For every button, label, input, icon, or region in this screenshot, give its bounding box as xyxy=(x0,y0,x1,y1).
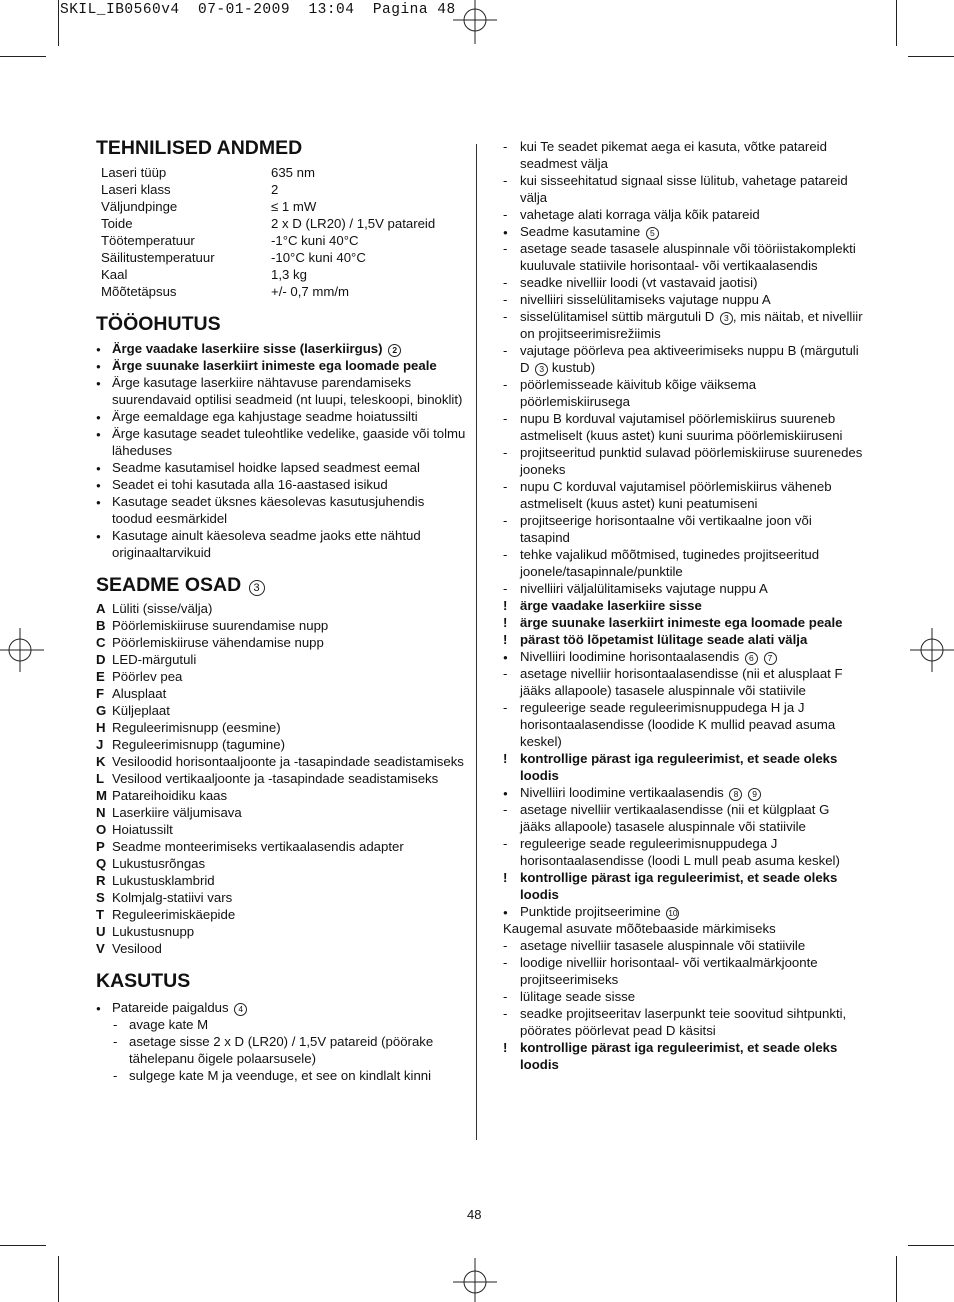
part-text: Reguleerimisnupp (tagumine) xyxy=(112,737,285,752)
item-text: reguleerige seade reguleerimisnuppudega H ja J horisontaalasendisse (loodide K mullid peavad asuma keskel) xyxy=(520,700,836,749)
bullet-item xyxy=(96,999,468,1016)
dash-item xyxy=(503,580,863,597)
part-item xyxy=(96,668,468,685)
dash-item xyxy=(503,376,863,410)
part-item xyxy=(96,906,468,923)
dash-marker: - xyxy=(503,836,508,851)
figure-ref: 4 xyxy=(234,1003,247,1016)
figure-ref: 3 xyxy=(535,363,548,376)
spec-row xyxy=(96,283,468,300)
item-text-after: , mis näitab, et nivelliir on projitseerimisrežiimis xyxy=(520,309,863,341)
item-text: reguleerige seade reguleerimisnuppudega J horisontaalasendisse (loodi L mull peab asuma keskel) xyxy=(520,836,840,868)
dash-marker: - xyxy=(503,445,508,460)
spec-value: -1°C kuni 40°C xyxy=(271,233,359,248)
crop-mark xyxy=(58,1256,59,1302)
part-text: Kolmjalg-statiivi vars xyxy=(112,890,233,905)
crop-mark xyxy=(896,0,897,46)
part-text: Lukustusklambrid xyxy=(112,873,215,888)
spec-row xyxy=(96,198,468,215)
bullet-item xyxy=(503,648,863,665)
dash-marker: - xyxy=(503,173,508,188)
item-text: asetage nivelliir vertikaalasendisse (nii et külgplaat G jääks allapoole) tasasele aluspinnale või statiivile xyxy=(520,802,830,834)
safety-text: Ärge eemaldage ega kahjustage seadme hoiatussilti xyxy=(112,409,418,424)
usage-list-right xyxy=(503,138,863,1073)
dash-item xyxy=(96,1067,468,1084)
item-text: asetage seade tasasele aluspinnale või tööriistakomplekti kuuluvale statiivile horisontaal- või vertikaalasendis xyxy=(520,241,856,273)
item-text: kontrollige pärast iga reguleerimist, et seade oleks loodis xyxy=(520,1040,838,1072)
part-text: Reguleerimisnupp (eesmine) xyxy=(112,720,281,735)
part-item xyxy=(96,685,468,702)
dash-item xyxy=(503,410,863,444)
part-letter: J xyxy=(96,737,104,752)
item-text: pärast töö lõpetamist lülitage seade alati välja xyxy=(520,632,808,647)
part-text: Pöörlemiskiiruse suurendamise nupp xyxy=(112,618,329,633)
part-letter: V xyxy=(96,941,105,956)
figure-ref: 3 xyxy=(249,580,265,596)
dash-item xyxy=(503,291,863,308)
spec-label: Töötemperatuur xyxy=(101,233,195,248)
safety-text: Ärge kasutage laserkiire nähtavuse parendamiseks suurendavaid optilisi seadmeid (nt luupi, teleskoopi, binoklit) xyxy=(112,375,463,407)
dash-item xyxy=(96,1016,468,1033)
item-text: nupu C korduval vajutamisel pöörlemiskiirus väheneb astmeliselt (kuus astet) kuni peatumiseni xyxy=(520,479,832,511)
part-letter: Q xyxy=(96,856,107,871)
part-item xyxy=(96,821,468,838)
item-text: Patareide paigaldus xyxy=(112,1000,229,1015)
spec-row xyxy=(96,215,468,232)
part-text: Hoiatussilt xyxy=(112,822,173,837)
print-header: SKIL_IB0560v4 07-01-2009 13:04 Pagina 48 xyxy=(60,2,456,18)
spec-row xyxy=(96,232,468,249)
spec-row xyxy=(96,266,468,283)
item-text: Punktide projitseerimine xyxy=(520,904,661,919)
part-letter: F xyxy=(96,686,105,701)
part-item xyxy=(96,600,468,617)
dash-item xyxy=(503,801,863,835)
item-text-after: kustub) xyxy=(548,360,596,375)
spec-label: Kaal xyxy=(101,267,128,282)
part-text: Pöörlemiskiiruse vähendamise nupp xyxy=(112,635,324,650)
part-text: Lukustusnupp xyxy=(112,924,195,939)
dash-item xyxy=(503,240,863,274)
dash-item xyxy=(503,1005,863,1039)
crop-mark xyxy=(58,0,59,46)
dash-marker: - xyxy=(113,1034,118,1049)
spec-row xyxy=(96,249,468,266)
part-letter: D xyxy=(96,652,106,667)
part-text: Reguleerimiskäepide xyxy=(112,907,236,922)
part-letter: A xyxy=(96,601,106,616)
dash-item xyxy=(503,665,863,699)
figure-ref: 5 xyxy=(646,227,659,240)
warning-item xyxy=(503,631,863,648)
dash-marker: - xyxy=(503,479,508,494)
part-text: Vesilood vertikaaljoonte ja -tasapindade seadistamiseks xyxy=(112,771,439,786)
item-text: Nivelliiri loodimine horisontaalasendis xyxy=(520,649,740,664)
figure-ref: 7 xyxy=(764,652,777,665)
safety-text: Kasutage seadet üksnes käesolevas kasutusjuhendis toodud eesmärkidel xyxy=(112,494,425,526)
safety-text: Seadet ei tohi kasutada alla 16-aastased isikud xyxy=(112,477,388,492)
dash-item xyxy=(96,1033,468,1067)
dash-marker: - xyxy=(503,241,508,256)
item-text: projitseeritud punktid sulavad pöörlemiskiiruse suurenedes jooneks xyxy=(520,445,863,477)
item-text: sisselülitamisel süttib märgutuli D xyxy=(520,309,715,324)
dash-item xyxy=(503,699,863,750)
dash-item xyxy=(503,274,863,291)
part-letter: O xyxy=(96,822,107,837)
registration-mark-icon xyxy=(453,1258,497,1302)
spec-label: Säilitustemperatuur xyxy=(101,250,215,265)
safety-item xyxy=(96,493,468,527)
part-item xyxy=(96,923,468,940)
dash-marker: - xyxy=(503,547,508,562)
part-letter: H xyxy=(96,720,106,735)
item-text: avage kate M xyxy=(129,1017,209,1032)
warning-item xyxy=(503,750,863,784)
dash-item xyxy=(503,512,863,546)
item-text: kontrollige pärast iga reguleerimist, et seade oleks loodis xyxy=(520,870,838,902)
left-column xyxy=(96,136,468,1084)
item-text: sulgege kate M ja veenduge, et see on kindlalt kinni xyxy=(129,1068,432,1083)
dash-marker: - xyxy=(503,989,508,1004)
spec-value: 2 x D (LR20) / 1,5V patareid xyxy=(271,216,436,231)
item-text: asetage nivelliir horisontaalasendisse (nii et alusplaat F jääks allapoole) tasasele aluspinnale või statiivile xyxy=(520,666,843,698)
part-item xyxy=(96,736,468,753)
part-item xyxy=(96,634,468,651)
spec-value: 635 nm xyxy=(271,165,315,180)
dash-marker: - xyxy=(503,309,508,324)
exclamation-marker: ! xyxy=(503,751,508,766)
spec-value: ≤ 1 mW xyxy=(271,199,317,214)
usage-list-left xyxy=(96,999,468,1084)
part-item xyxy=(96,940,468,957)
dash-marker: - xyxy=(503,700,508,715)
safety-item xyxy=(96,408,468,425)
dash-item xyxy=(503,937,863,954)
part-item xyxy=(96,838,468,855)
parts-title: SEADME OSAD 3 xyxy=(96,573,468,597)
crop-mark xyxy=(908,1245,954,1246)
safety-item xyxy=(96,340,468,357)
part-text: Vesilood xyxy=(112,941,162,956)
dash-marker: - xyxy=(503,802,508,817)
part-letter: R xyxy=(96,873,106,888)
part-text: Lüliti (sisse/välja) xyxy=(112,601,213,616)
dash-marker: - xyxy=(503,139,508,154)
crop-mark xyxy=(0,1245,46,1246)
registration-mark-icon xyxy=(453,0,497,44)
exclamation-marker: ! xyxy=(503,632,508,647)
spec-value: 1,3 kg xyxy=(271,267,307,282)
part-text: Lukustusrõngas xyxy=(112,856,206,871)
spec-row xyxy=(96,164,468,181)
exclamation-marker: ! xyxy=(503,615,508,630)
part-item xyxy=(96,770,468,787)
item-text: seadke projitseeritav laserpunkt teie soovitud sihtpunkti, pöörates pöörlevat pead D käsitsi xyxy=(520,1006,847,1038)
part-letter: C xyxy=(96,635,106,650)
dash-item xyxy=(503,172,863,206)
safety-text: Ärge suunake laserkiirt inimeste ega loomade peale xyxy=(112,358,437,373)
warning-item xyxy=(503,597,863,614)
safety-item xyxy=(96,425,468,459)
bullet-item xyxy=(503,223,863,240)
dash-item xyxy=(503,546,863,580)
part-letter: P xyxy=(96,839,105,854)
item-text: kui Te seadet pikemat aega ei kasuta, võtke patareid seadmest välja xyxy=(520,139,827,171)
safety-title: TÖÖOHUTUS xyxy=(96,313,221,335)
dash-item xyxy=(503,444,863,478)
safety-text: Seadme kasutamisel hoidke lapsed seadmest eemal xyxy=(112,460,420,475)
dash-marker: - xyxy=(503,275,508,290)
part-letter: E xyxy=(96,669,105,684)
spec-label: Laseri tüüp xyxy=(101,165,167,180)
part-text: Pöörlev pea xyxy=(112,669,183,684)
spec-label: Väljundpinge xyxy=(101,199,178,214)
figure-ref: 2 xyxy=(388,344,401,357)
crop-mark xyxy=(908,56,954,57)
dash-marker: - xyxy=(503,1006,508,1021)
item-text: kontrollige pärast iga reguleerimist, et seade oleks loodis xyxy=(520,751,838,783)
dash-item xyxy=(503,206,863,223)
item-text: asetage sisse 2 x D (LR20) / 1,5V patareid (pöörake tähelepanu õigele polaarsusele) xyxy=(129,1034,434,1066)
dash-marker: - xyxy=(503,377,508,392)
bullet-item xyxy=(503,903,863,920)
part-text: Alusplaat xyxy=(112,686,167,701)
usage-title: KASUTUS xyxy=(96,970,191,992)
part-item xyxy=(96,753,468,770)
spec-label: Toide xyxy=(101,216,133,231)
dash-item xyxy=(503,308,863,342)
warning-item xyxy=(503,1039,863,1073)
dash-marker: - xyxy=(113,1017,118,1032)
part-letter: G xyxy=(96,703,107,718)
item-text: ärge suunake laserkiirt inimeste ega loomade peale xyxy=(520,615,843,630)
dash-marker: - xyxy=(503,955,508,970)
item-text: vahetage alati korraga välja kõik patareid xyxy=(520,207,760,222)
item-text: projitseerige horisontaalne või vertikaalne joon või tasapind xyxy=(520,513,812,545)
registration-mark-icon xyxy=(910,628,954,672)
dash-marker: - xyxy=(503,292,508,307)
item-text: asetage nivelliir tasasele aluspinnale või statiivile xyxy=(520,938,806,953)
figure-ref: 9 xyxy=(748,788,761,801)
dash-item xyxy=(503,478,863,512)
part-letter: N xyxy=(96,805,106,820)
safety-text: Ärge vaadake laserkiire sisse (laserkiirgus) xyxy=(112,341,383,356)
part-text: Vesiloodid horisontaaljoonte ja -tasapindade seadistamiseks xyxy=(112,754,464,769)
safety-item xyxy=(96,357,468,374)
part-item xyxy=(96,889,468,906)
item-text: kui sisseehitatud signaal sisse lülitub, vahetage patareid välja xyxy=(520,173,848,205)
exclamation-marker: ! xyxy=(503,598,508,613)
item-text: nivelliiri väljalülitamiseks vajutage nuppu A xyxy=(520,581,768,596)
part-letter: M xyxy=(96,788,107,803)
bullet-item xyxy=(503,784,863,801)
part-text: Patareihoidiku kaas xyxy=(112,788,228,803)
spec-value: -10°C kuni 40°C xyxy=(271,250,366,265)
safety-item xyxy=(96,374,468,408)
dash-marker: - xyxy=(503,411,508,426)
item-text: Seadme kasutamine xyxy=(520,224,641,239)
item-text: ärge vaadake laserkiire sisse xyxy=(520,598,702,613)
part-text: Küljeplaat xyxy=(112,703,170,718)
part-item xyxy=(96,702,468,719)
dash-marker: - xyxy=(503,343,508,358)
figure-ref: 3 xyxy=(720,312,733,325)
part-text: Laserkiire väljumisava xyxy=(112,805,242,820)
plain-item xyxy=(503,920,863,937)
exclamation-marker: ! xyxy=(503,1040,508,1055)
dash-item xyxy=(503,835,863,869)
spec-table xyxy=(96,164,468,300)
safety-item xyxy=(96,459,468,476)
part-letter: K xyxy=(96,754,106,769)
spec-value: 2 xyxy=(271,182,279,197)
item-text: lülitage seade sisse xyxy=(520,989,636,1004)
part-item xyxy=(96,719,468,736)
dash-marker: - xyxy=(503,513,508,528)
dash-marker: - xyxy=(503,938,508,953)
item-text: tehke vajalikud mõõtmised, tuginedes projitseeritud joonele/tasapinnale/punktile xyxy=(520,547,820,579)
spec-row xyxy=(96,181,468,198)
dash-item xyxy=(503,988,863,1005)
part-letter: T xyxy=(96,907,105,922)
tech-title: TEHNILISED ANDMED xyxy=(96,137,303,159)
item-text: vajutage pöörleva pea aktiveerimiseks nuppu B (märgutuli D xyxy=(520,343,859,375)
dash-item xyxy=(503,954,863,988)
figure-ref: 10 xyxy=(668,908,678,918)
page-number: 48 xyxy=(467,1207,482,1222)
spec-label: Laseri klass xyxy=(101,182,171,197)
part-item xyxy=(96,651,468,668)
part-item xyxy=(96,872,468,889)
safety-item xyxy=(96,527,468,561)
part-item xyxy=(96,617,468,634)
part-item xyxy=(96,855,468,872)
part-text: LED-märgutuli xyxy=(112,652,197,667)
warning-item xyxy=(503,869,863,903)
item-text: loodige nivelliir horisontaal- või vertikaalmärkjoonte projitseerimiseks xyxy=(520,955,818,987)
dash-marker: - xyxy=(503,666,508,681)
spec-label: Mõõtetäpsus xyxy=(101,284,177,299)
item-text: seadke nivelliir loodi (vt vastavaid jaotisi) xyxy=(520,275,758,290)
crop-mark xyxy=(0,56,46,57)
item-text: nupu B korduval vajutamisel pöörlemiskiirus suureneb astmeliselt (kuus astet) kuni suurima pöörlemiskiiruseni xyxy=(520,411,843,443)
part-letter: U xyxy=(96,924,106,939)
item-text: pöörlemisseade käivitub kõige väiksema pöörlemiskiirusega xyxy=(520,377,757,409)
figure-ref: 6 xyxy=(745,652,758,665)
dash-marker: - xyxy=(503,207,508,222)
warning-item xyxy=(503,614,863,631)
item-text: nivelliiri sisselülitamiseks vajutage nuppu A xyxy=(520,292,771,307)
crop-mark xyxy=(896,1256,897,1302)
item-text: Kaugemal asuvate mõõtebaaside märkimiseks xyxy=(503,921,776,936)
part-text: Seadme monteerimiseks vertikaalasendis adapter xyxy=(112,839,404,854)
part-letter: S xyxy=(96,890,105,905)
spec-value: +/- 0,7 mm/m xyxy=(271,284,350,299)
safety-item xyxy=(96,476,468,493)
dash-marker: - xyxy=(113,1068,118,1083)
safety-text: Kasutage ainult käesoleva seadme jaoks ette nähtud originaaltarvikuid xyxy=(112,528,421,560)
part-letter: B xyxy=(96,618,106,633)
safety-text: Ärge kasutage seadet tuleohtlike vedelike, gaaside või tolmu läheduses xyxy=(112,426,466,458)
exclamation-marker: ! xyxy=(503,870,508,885)
figure-ref: 8 xyxy=(729,788,742,801)
part-item xyxy=(96,804,468,821)
safety-list xyxy=(96,340,468,561)
dash-item xyxy=(503,138,863,172)
item-text: Nivelliiri loodimine vertikaalasendis xyxy=(520,785,724,800)
part-letter: L xyxy=(96,771,105,786)
column-divider xyxy=(476,144,477,1140)
parts-list xyxy=(96,600,468,957)
dash-item xyxy=(503,342,863,376)
part-item xyxy=(96,787,468,804)
dash-marker: - xyxy=(503,581,508,596)
registration-mark-icon xyxy=(0,628,44,672)
